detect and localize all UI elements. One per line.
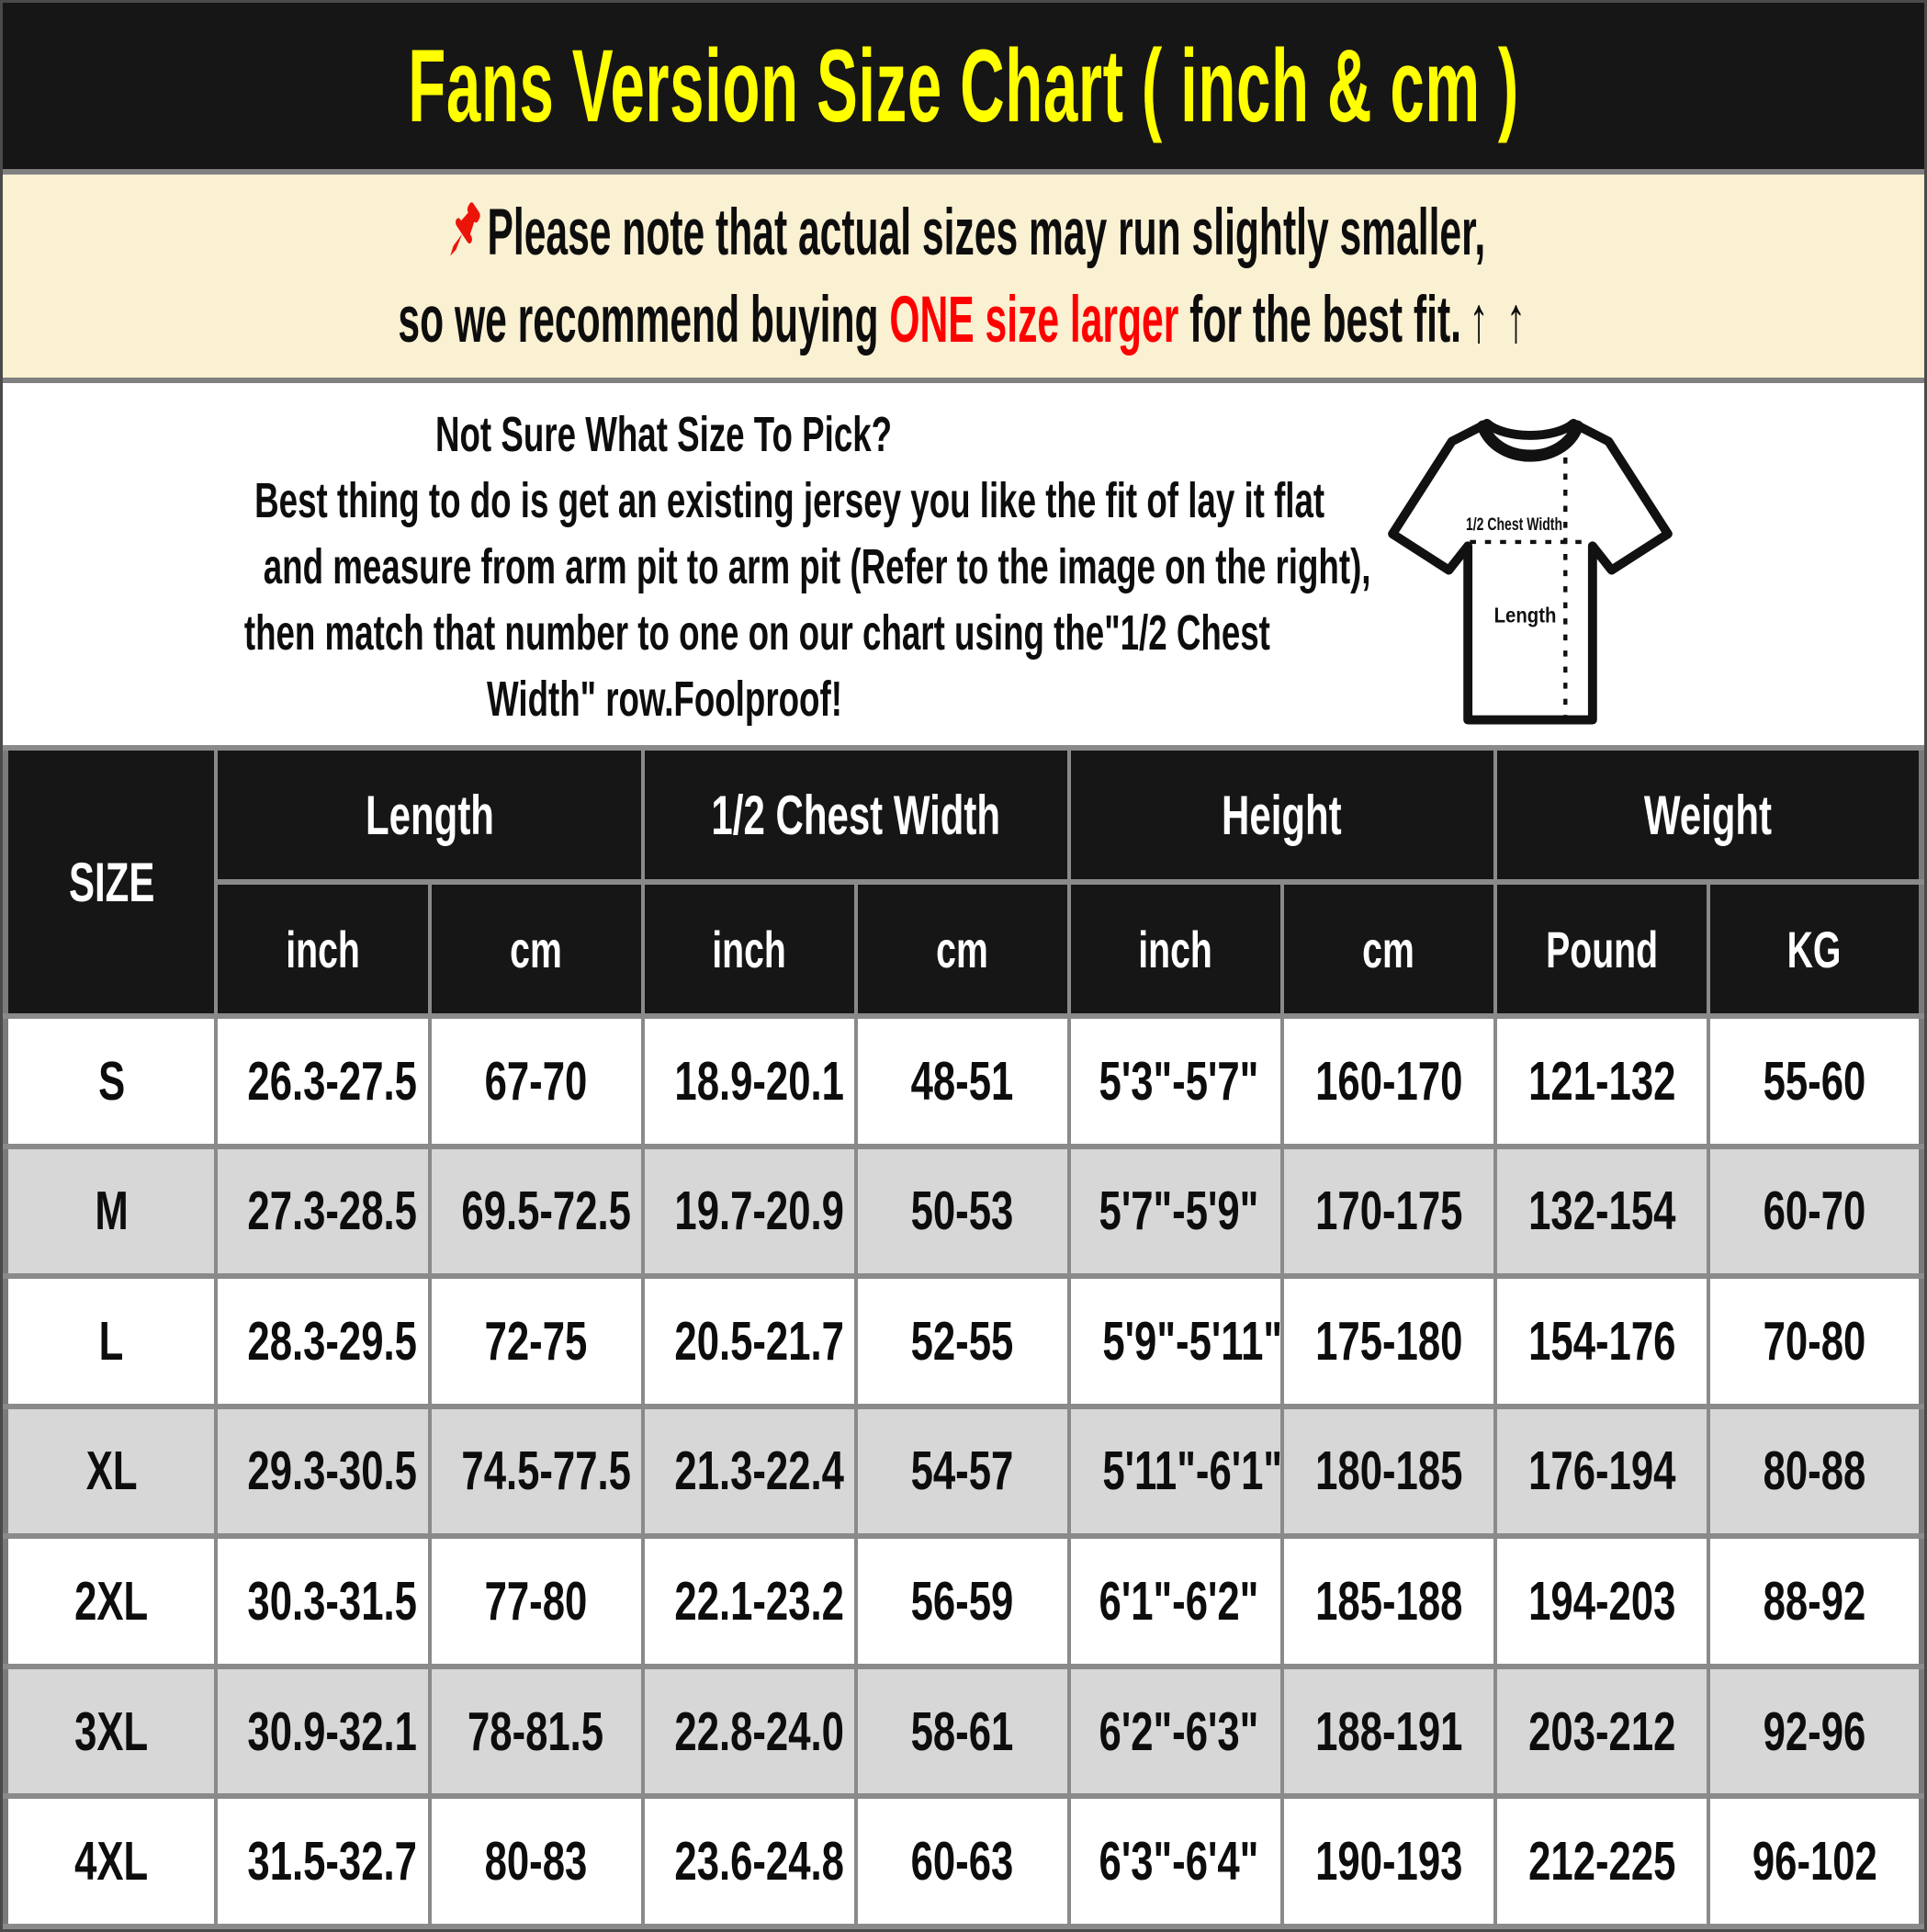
table-row bbox=[6, 1276, 1921, 1407]
unit-header: inch bbox=[643, 882, 856, 1016]
value-cell: 132-154 bbox=[1495, 1147, 1708, 1277]
table-row bbox=[6, 1666, 1921, 1797]
value-cell: 96-102 bbox=[1708, 1796, 1921, 1926]
value-cell: 60-63 bbox=[856, 1796, 1069, 1926]
notice-text-2-prefix: so we recommend buying bbox=[398, 283, 879, 356]
weight-group-header: Weight bbox=[1495, 748, 1921, 882]
value-cell: 30.3-31.5 bbox=[216, 1536, 429, 1666]
table-unit-header-row bbox=[6, 882, 1921, 1016]
value-cell: 20.5-21.7 bbox=[643, 1276, 856, 1407]
length-label: Length bbox=[1493, 603, 1557, 627]
value-cell: 56-59 bbox=[856, 1536, 1069, 1666]
value-cell: 72-75 bbox=[430, 1276, 643, 1407]
value-cell: 27.3-28.5 bbox=[216, 1147, 429, 1277]
pushpin-icon bbox=[441, 196, 485, 269]
value-cell: 26.3-27.5 bbox=[216, 1016, 429, 1147]
up-arrows-icon: ↑ ↑ bbox=[1469, 283, 1529, 356]
value-cell: 188-191 bbox=[1282, 1666, 1495, 1797]
title-banner bbox=[3, 3, 1924, 175]
unit-header: inch bbox=[216, 882, 429, 1016]
value-cell: 74.5-77.5 bbox=[430, 1407, 643, 1537]
chest-width-group-header: 1/2 Chest Width bbox=[643, 748, 1069, 882]
notice-banner bbox=[3, 175, 1924, 383]
table-row bbox=[6, 1407, 1921, 1537]
chest-width-label: 1/2 Chest Width bbox=[1465, 514, 1563, 535]
unit-header: cm bbox=[430, 882, 643, 1016]
value-cell: 80-83 bbox=[430, 1796, 643, 1926]
unit-header: Pound bbox=[1495, 882, 1708, 1016]
value-cell: 6'3"-6'4" bbox=[1069, 1796, 1282, 1926]
size-table bbox=[3, 745, 1924, 1929]
size-cell: L bbox=[6, 1276, 216, 1407]
value-cell: 67-70 bbox=[430, 1016, 643, 1147]
value-cell: 160-170 bbox=[1282, 1016, 1495, 1147]
value-cell: 170-175 bbox=[1282, 1147, 1495, 1277]
value-cell: 6'1"-6'2" bbox=[1069, 1536, 1282, 1666]
guide-line: Best thing to do is get an existing jersey you like the fit of lay it flat bbox=[254, 473, 1325, 529]
value-cell: 5'3"-5'7" bbox=[1069, 1016, 1282, 1147]
value-cell: 23.6-24.8 bbox=[643, 1796, 856, 1926]
table-group-header-row bbox=[6, 748, 1921, 882]
page-title: Fans Version Size Chart ( inch & cm ) bbox=[408, 28, 1519, 143]
guide-section bbox=[3, 383, 1924, 745]
value-cell: 88-92 bbox=[1708, 1536, 1921, 1666]
guide-text bbox=[3, 383, 1371, 745]
table-row bbox=[6, 1147, 1921, 1277]
notice-line-1 bbox=[93, 196, 1833, 270]
table-row bbox=[6, 1536, 1921, 1666]
length-group-header: Length bbox=[216, 748, 642, 882]
value-cell: 5'11"-6'1" bbox=[1069, 1407, 1282, 1537]
value-cell: 180-185 bbox=[1282, 1407, 1495, 1537]
tshirt-diagram bbox=[1325, 383, 1924, 745]
value-cell: 154-176 bbox=[1495, 1276, 1708, 1407]
value-cell: 176-194 bbox=[1495, 1407, 1708, 1537]
value-cell: 5'9"-5'11" bbox=[1069, 1276, 1282, 1407]
guide-line: then match that number to one on our chart using the"1/2 Chest bbox=[243, 604, 1270, 661]
value-cell: 212-225 bbox=[1495, 1796, 1708, 1926]
value-cell: 22.8-24.0 bbox=[643, 1666, 856, 1797]
size-cell: 2XL bbox=[6, 1536, 216, 1666]
value-cell: 6'2"-6'3" bbox=[1069, 1666, 1282, 1797]
size-cell: S bbox=[6, 1016, 216, 1147]
value-cell: 18.9-20.1 bbox=[643, 1016, 856, 1147]
value-cell: 70-80 bbox=[1708, 1276, 1921, 1407]
size-column-header: SIZE bbox=[6, 748, 216, 1016]
value-cell: 28.3-29.5 bbox=[216, 1276, 429, 1407]
unit-header: KG bbox=[1708, 882, 1921, 1016]
value-cell: 5'7"-5'9" bbox=[1069, 1147, 1282, 1277]
height-group-header: Height bbox=[1069, 748, 1495, 882]
value-cell: 29.3-30.5 bbox=[216, 1407, 429, 1537]
table-row bbox=[6, 1016, 1921, 1147]
guide-line: and measure from arm pit to arm pit (Refer to the image on the right), bbox=[263, 539, 1371, 595]
table-row bbox=[6, 1796, 1921, 1926]
value-cell: 185-188 bbox=[1282, 1536, 1495, 1666]
value-cell: 190-193 bbox=[1282, 1796, 1495, 1926]
size-cell: M bbox=[6, 1147, 216, 1277]
value-cell: 54-57 bbox=[856, 1407, 1069, 1537]
value-cell: 194-203 bbox=[1495, 1536, 1708, 1666]
value-cell: 121-132 bbox=[1495, 1016, 1708, 1147]
value-cell: 31.5-32.7 bbox=[216, 1796, 429, 1926]
notice-line-2 bbox=[21, 283, 1906, 357]
notice-text-1: Please note that actual sizes may run slightly smaller, bbox=[487, 196, 1486, 269]
tshirt-icon bbox=[1333, 393, 1728, 735]
value-cell: 58-61 bbox=[856, 1666, 1069, 1797]
value-cell: 19.7-20.9 bbox=[643, 1147, 856, 1277]
value-cell: 21.3-22.4 bbox=[643, 1407, 856, 1537]
guide-line: Width" row.Foolproof! bbox=[486, 671, 842, 727]
value-cell: 22.1-23.2 bbox=[643, 1536, 856, 1666]
value-cell: 55-60 bbox=[1708, 1016, 1921, 1147]
size-cell: 4XL bbox=[6, 1796, 216, 1926]
value-cell: 52-55 bbox=[856, 1276, 1069, 1407]
value-cell: 48-51 bbox=[856, 1016, 1069, 1147]
value-cell: 78-81.5 bbox=[430, 1666, 643, 1797]
unit-header: inch bbox=[1069, 882, 1282, 1016]
notice-text-2-suffix: for the best fit. bbox=[1189, 283, 1461, 356]
guide-heading: Not Sure What Size To Pick? bbox=[435, 407, 893, 463]
value-cell: 60-70 bbox=[1708, 1147, 1921, 1277]
notice-highlight: ONE size larger bbox=[889, 283, 1179, 356]
size-cell: XL bbox=[6, 1407, 216, 1537]
value-cell: 175-180 bbox=[1282, 1276, 1495, 1407]
unit-header: cm bbox=[856, 882, 1069, 1016]
value-cell: 50-53 bbox=[856, 1147, 1069, 1277]
value-cell: 30.9-32.1 bbox=[216, 1666, 429, 1797]
value-cell: 80-88 bbox=[1708, 1407, 1921, 1537]
unit-header: cm bbox=[1282, 882, 1495, 1016]
value-cell: 92-96 bbox=[1708, 1666, 1921, 1797]
value-cell: 69.5-72.5 bbox=[430, 1147, 643, 1277]
size-cell: 3XL bbox=[6, 1666, 216, 1797]
value-cell: 77-80 bbox=[430, 1536, 643, 1666]
value-cell: 203-212 bbox=[1495, 1666, 1708, 1797]
